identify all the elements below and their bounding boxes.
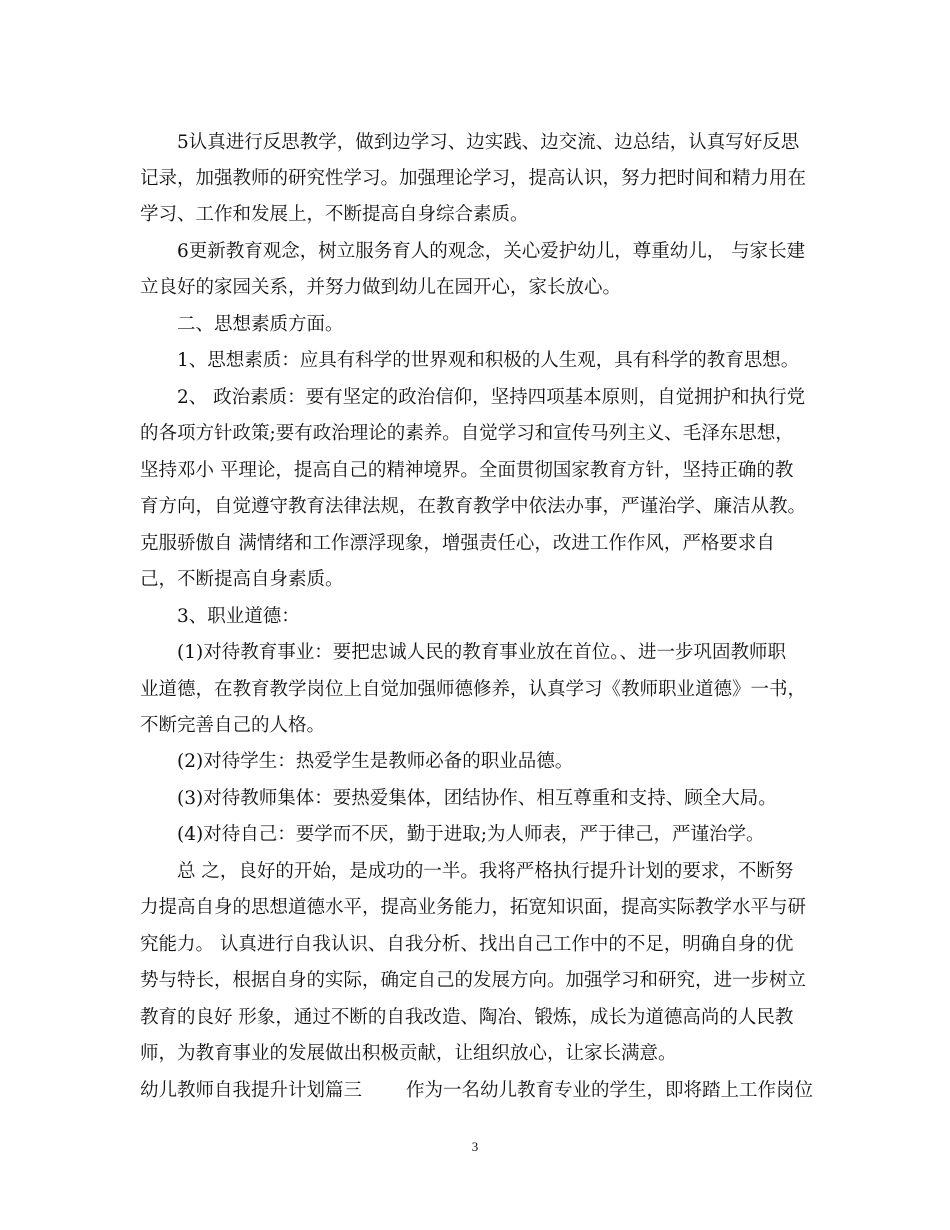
text-line: 师，为教育事业的发展做出积极贡献，让组织放心，让家长满意。 — [140, 1043, 677, 1064]
article-intro-text: 作为一名幼儿教育专业的学生，即将踏上工作岗位 — [406, 1080, 814, 1101]
text-line: 总 之，良好的开始，是成功的一半。我将严格执行提升计划的要求，不断努 — [177, 861, 794, 882]
text-line: 立良好的家园关系，并努力做到幼儿在园开心，家长放心。 — [140, 277, 622, 298]
text-line: (1)对待教育事业：要把忠诚人民的教育事业放在首位。、进一步巩固教师职 — [177, 642, 786, 663]
text-line: 势与特长，根据自身的实际，确定自己的发展方向。加强学习和研究，进一步树立 — [140, 970, 807, 991]
text-line — [140, 1079, 820, 1103]
text-line: 不断完善自己的人格。 — [140, 715, 326, 736]
text-line: 3、职业道德： — [177, 606, 300, 627]
text-line: 记录，加强教师的研究性学习。加强理论学习，提高认识，努力把时间和精力用在 — [140, 168, 807, 189]
text-line: (2)对待学生：热爱学生是教师必备的职业品德。 — [177, 751, 574, 772]
text-line: 6更新教育观念，树立服务育人的观念，关心爱护幼儿，尊重幼儿， 与家长建 — [177, 241, 806, 262]
article-heading: 幼儿教师自我提升计划篇三 — [140, 1080, 363, 1101]
text-line: 坚持邓小 平理论，提高自己的精神境界。全面贯彻国家教育方针，坚持正确的教 — [140, 460, 794, 481]
text-line: 己，不断提高自身素质。 — [140, 569, 344, 590]
text-line: 学习、工作和发展上，不断提高自身综合素质。 — [140, 204, 529, 225]
text-line: (4)对待自己：要学而不厌，勤于进取;为人师表，严于律己，严谨治学。 — [177, 824, 765, 845]
text-line: 2、 政治素质：要有坚定的政治信仰，坚持四项基本原则，自觉拥护和执行党 — [177, 387, 806, 408]
text-line: 的各项方针政策;要有政治理论的素养。自觉学习和宣传马列主义、毛泽东思想， — [140, 423, 794, 444]
text-line: 业道德，在教育教学岗位上自觉加强师德修养，认真学习《教师职业道德》一书， — [140, 679, 807, 700]
text-line: 力提高自身的思想道德水平，提高业务能力，拓宽知识面，提高实际教学水平与研 — [140, 897, 807, 918]
text-line: 育方向，自觉遵守教育法律法规，在教育教学中依法办事，严谨治学、廉洁从教。 — [140, 496, 807, 517]
text-line: 究能力。 认真进行自我认识、自我分析、找出自己工作中的不足，明确自身的优 — [140, 934, 794, 955]
text-line: 教育的良好 形象，通过不断的自我改造、陶冶、锻炼，成长为道德高尚的人民教 — [140, 1007, 794, 1028]
text-line: 克服骄傲自 满情绪和工作漂浮现象，增强责任心，改进工作作风，严格要求自 — [140, 533, 775, 554]
section-heading: 二、思想素质方面。 — [177, 314, 344, 335]
text-line: 1、思想素质：应具有科学的世界观和积极的人生观，具有科学的教育思想。 — [177, 350, 800, 371]
page-number: 3 — [471, 1139, 479, 1154]
text-line: (3)对待教师集体：要热爱集体，团结协作、相互尊重和支持、顾全大局。 — [177, 788, 777, 809]
text-line: 5认真进行反思教学，做到边学习、边实践、边交流、边总结，认真写好反思 — [177, 132, 800, 153]
